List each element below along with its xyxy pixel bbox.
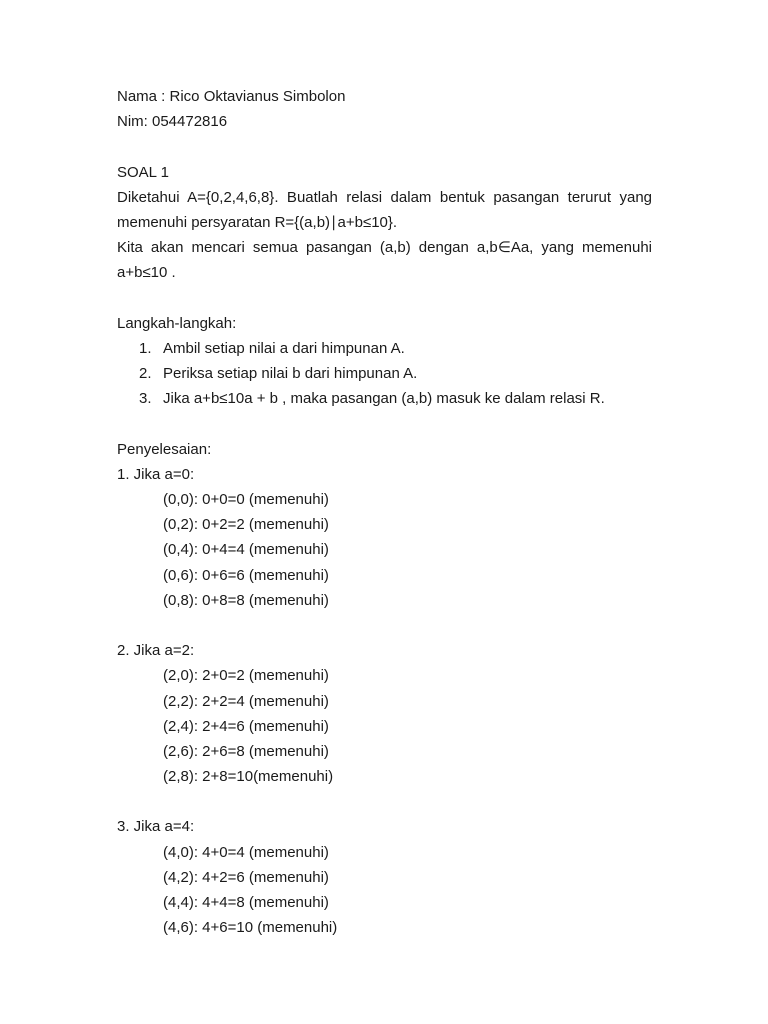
pair-line: (0,6): 0+6=6 (memenuhi)	[163, 566, 329, 584]
solution-heading: Penyelesaian:	[117, 440, 212, 458]
step-item	[117, 386, 652, 411]
pair-line: (0,8): 0+8=8 (memenuhi)	[163, 591, 329, 609]
spacer	[117, 134, 652, 159]
pair-line: (2,6): 2+6=8 (memenuhi)	[163, 742, 329, 760]
step-text: Periksa setiap nilai b dari himpunan A.	[163, 365, 418, 383]
pair-line: (0,4): 0+4=4 (memenuhi)	[163, 541, 329, 559]
student-nim: Nim: 054472816	[117, 113, 228, 131]
step-text: Jika a+b≤10a + b , maka pasangan (a,b) masuk ke dalam relasi R.	[163, 390, 605, 408]
step-item	[117, 336, 652, 361]
steps-heading: Langkah-langkah:	[117, 314, 237, 332]
pair-line: (4,2): 4+2=6 (memenuhi)	[163, 868, 329, 886]
pair-line: (2,0): 2+0=2 (memenuhi)	[163, 667, 329, 685]
step-number: 1.	[139, 339, 152, 357]
pair-line: (2,4): 2+4=6 (memenuhi)	[163, 717, 329, 735]
step-text: Ambil setiap nilai a dari himpunan A.	[163, 339, 405, 357]
question-line: memenuhi persyaratan R={(a,b)∣a+b≤10}.	[117, 213, 398, 231]
document-page	[117, 84, 652, 940]
pair-line: (4,0): 4+0=4 (memenuhi)	[163, 843, 329, 861]
spacer	[117, 789, 652, 814]
pair-line: (0,0): 0+0=0 (memenuhi)	[163, 491, 329, 508]
spacer	[117, 613, 652, 638]
pair-line: (4,4): 4+4=8 (memenuhi)	[163, 894, 329, 911]
question-title: SOAL 1	[117, 163, 169, 181]
step-number: 3.	[139, 390, 152, 408]
pair-line: (0,2): 0+2=2 (memenuhi)	[163, 516, 329, 534]
spacer	[117, 286, 652, 311]
question-line: Kita akan mencari semua pasangan (a,b) dengan a,b∈Aa, yang memenuhi	[117, 239, 652, 257]
step-item	[117, 361, 652, 386]
student-name: Nama : Rico Oktavianus Simbolon	[117, 88, 346, 105]
question-line: Diketahui A={0,2,4,6,8}. Buatlah relasi dalam bentuk pasangan terurut yang	[117, 188, 652, 206]
pair-line: (2,8): 2+8=10(memenuhi)	[163, 768, 334, 786]
pair-line: (4,6): 4+6=10 (memenuhi)	[163, 919, 338, 937]
case-title: 2. Jika a=2:	[117, 642, 195, 660]
step-number: 2.	[139, 365, 152, 383]
question-line: a+b≤10 .	[117, 264, 176, 282]
case-title: 1. Jika a=0:	[117, 465, 195, 483]
pair-line: (2,2): 2+2=4 (memenuhi)	[163, 692, 329, 710]
case-title: 3. Jika a=4:	[117, 818, 195, 836]
spacer	[117, 411, 652, 436]
